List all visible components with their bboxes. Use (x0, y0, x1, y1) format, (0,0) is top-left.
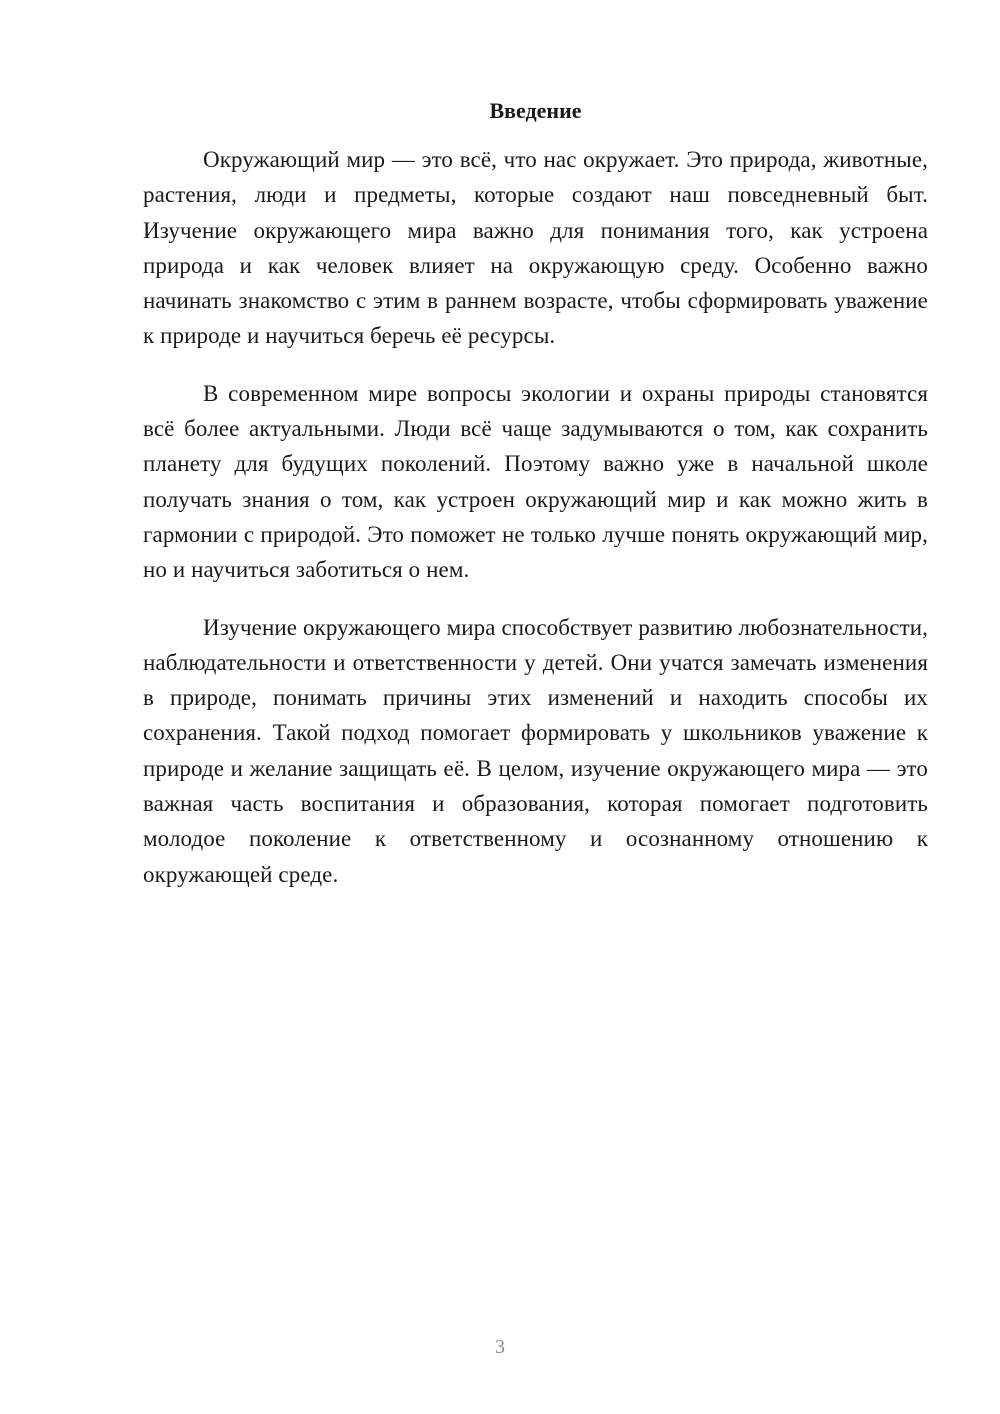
page-number: 3 (495, 1336, 505, 1358)
paragraph-1: Окружающий мир — это всё, что нас окружает. Это природа, животные, растения, люди и предметы, которые создают наш повседневный быт. Изучение окружающего мира важно для понимания того, как устроена природа и как человек влияет на окружающую среду. Особенно важно начинать знакомство с этим в раннем возрасте, чтобы сформировать уважение к природе и научиться беречь её ресурсы. (143, 147, 928, 349)
paragraph-3: Изучение окружающего мира способствует развитию любознательности, наблюдательности и ответственности у детей. Они учатся замечать изменения в природе, понимать причины этих изменений и находить способы их сохранения. Такой подход помогает формировать у школьников уважение к природе и желание защищать её. В целом, изучение окружающего мира — это важная часть воспитания и образования, которая помогает подготовить молодое поколение к ответственному и осознанному отношению к окружающей среде. (143, 614, 928, 887)
body-text (143, 142, 928, 914)
section-heading: Введение (489, 98, 582, 123)
paragraph-2: В современном мире вопросы экологии и охраны природы становятся всё более актуальными. Люди всё чаще задумываются о том, как сохранить планету для будущих поколений. Поэтому важно уже в начальной школе получать знания о том, как устроен окружающий мир и как можно жить в гармонии с природой. Это поможет не только лучше понять окружающий мир, но и научиться заботиться о нем. (143, 380, 928, 583)
